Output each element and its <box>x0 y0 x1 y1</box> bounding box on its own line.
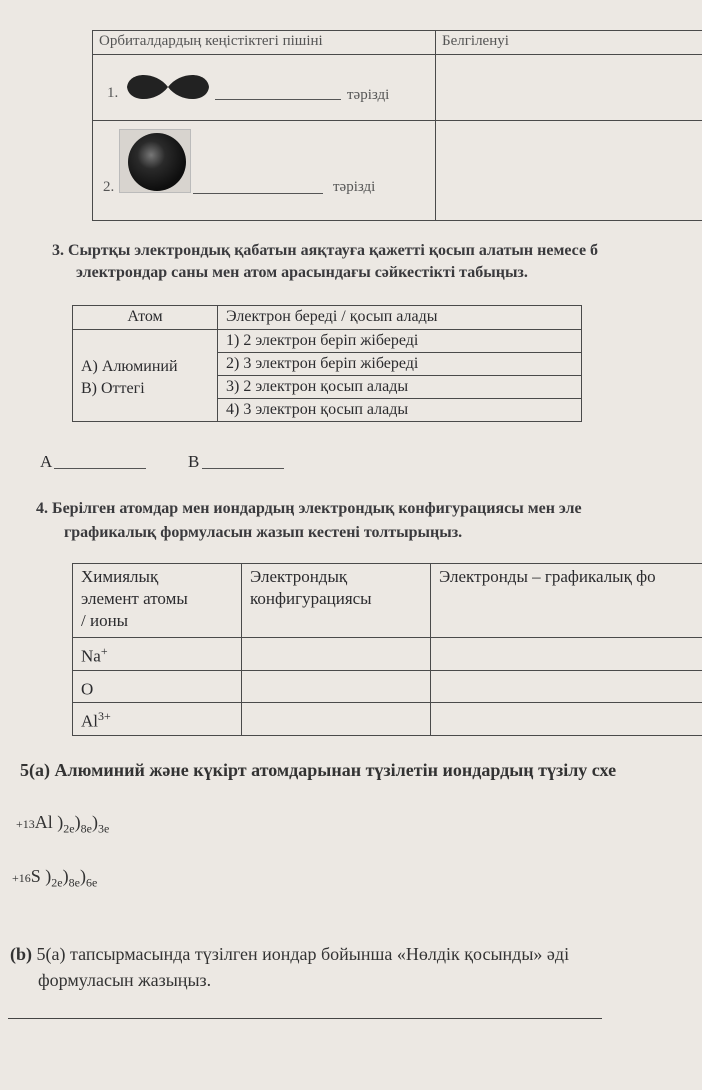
header-config-line-2: конфигурациясы <box>250 589 372 608</box>
option-2: 2) 3 электрон беріп жібереді <box>218 353 582 376</box>
answer-label-b: B <box>188 452 200 471</box>
shape-suffix: тәрізді <box>333 179 376 195</box>
question-5a <box>20 760 616 781</box>
s-orbital-sphere-icon <box>123 131 191 193</box>
answer-blank-a[interactable] <box>54 468 146 469</box>
answer-blank-b[interactable] <box>202 468 284 469</box>
header-element-line-1: Химиялық <box>81 567 159 586</box>
question-5b-label: (b) <box>10 944 32 964</box>
header-graphic-formula: Электронды – графикалық фо <box>431 564 702 638</box>
header-orbital-shape: Орбиталдардың кеңістіктегі пішіні <box>93 31 436 55</box>
nucleus-charge: +13 <box>16 817 35 831</box>
question-5b-line-1 <box>10 944 569 965</box>
config-cell-na[interactable] <box>242 638 431 671</box>
notation-cell-2[interactable] <box>436 121 702 221</box>
shell-3: 3e <box>97 821 110 836</box>
graphic-cell-o[interactable] <box>431 670 702 703</box>
row-number: 2. <box>103 179 115 195</box>
element-symbol: Na <box>81 646 101 666</box>
option-3: 3) 2 электрон қосып алады <box>218 376 582 399</box>
answer-line[interactable] <box>8 1018 602 1019</box>
header-electron: Электрон береді / қосып алады <box>218 306 582 330</box>
header-element <box>73 564 242 638</box>
element-al-ion <box>73 703 242 736</box>
element-symbol: Al <box>81 711 98 731</box>
sulfur-atom-scheme: +16S )$_{2e})_{8e})_{6e}$ <box>12 866 98 890</box>
question-4-line-2: графикалық формуласын жазып кестені толтырыңыз. <box>64 524 463 541</box>
ion-charge: + <box>100 644 108 658</box>
question-5b-line-2: формуласын жазыңыз. <box>38 970 212 990</box>
shell-1: 2e <box>63 821 75 836</box>
aluminium-atom-scheme: +13Al )$_{2e})_{8e})_{3e}$ <box>16 812 110 836</box>
element-symbol: O <box>81 679 94 699</box>
answer-label-a: A <box>40 452 53 471</box>
orbital-row-2 <box>93 121 436 221</box>
option-1: 1) 2 электрон беріп жібереді <box>218 330 582 353</box>
atom-electron-table <box>72 305 582 422</box>
graphic-cell-na[interactable] <box>431 638 702 671</box>
header-config-line-1: Электрондық <box>250 567 348 586</box>
question-3-line-1: 3. Сыртқы электрондық қабатын аяқтауға қажетті қосып алатын немесе б <box>52 242 599 259</box>
graphic-cell-al[interactable] <box>431 703 702 736</box>
atom-b-oxygen: B) Оттегі <box>81 380 145 397</box>
electron-configuration-table <box>72 563 702 736</box>
header-atom: Атом <box>73 306 218 330</box>
header-notation: Белгіленуі <box>436 31 702 55</box>
config-cell-o[interactable] <box>242 670 431 703</box>
element-symbol: Al <box>34 812 53 832</box>
question-5b-text: 5(а) тапсырмасында түзілген иондар бойынша «Нөлдік қосынды» әді <box>36 944 570 964</box>
notation-cell-1[interactable] <box>436 55 702 121</box>
question-3-line-2: электрондар саны мен атом арасындағы сәйкестікті табыңыз. <box>76 264 528 281</box>
shape-suffix: тәрізді <box>347 87 390 103</box>
question-5a-label: 5(a) <box>20 760 50 780</box>
row-number: 1. <box>107 85 119 101</box>
p-orbital-dumbbell-icon <box>121 65 215 109</box>
atom-a-aluminium: A) Алюминий <box>81 358 178 375</box>
element-symbol: S <box>30 866 41 886</box>
nucleus-charge: +16 <box>12 871 31 885</box>
header-element-line-2: элемент атомы <box>81 589 188 608</box>
config-cell-al[interactable] <box>242 703 431 736</box>
element-na-ion <box>73 638 242 671</box>
orbital-row-1 <box>93 55 436 121</box>
shell-2: 8e <box>80 821 92 836</box>
shell-3: 6e <box>85 875 98 890</box>
shell-2: 8e <box>68 875 80 890</box>
question-4-line-1: 4. Берілген атомдар мен иондардың электрондық конфигурациясы мен эле <box>36 500 582 517</box>
element-o-atom <box>73 670 242 703</box>
header-configuration <box>242 564 431 638</box>
header-element-line-3: / ионы <box>81 611 129 630</box>
shell-1: 2e <box>51 875 63 890</box>
ion-charge: 3+ <box>98 709 111 724</box>
atoms-cell <box>73 330 218 422</box>
option-4: 4) 3 электрон қосып алады <box>218 399 582 422</box>
answer-blank-2[interactable] <box>193 193 323 194</box>
answer-blank-1[interactable] <box>215 99 341 100</box>
orbital-shape-table <box>92 30 702 221</box>
question-5a-text: Алюминий және күкірт атомдарынан түзілетін иондардың түзілу схе <box>54 760 617 780</box>
